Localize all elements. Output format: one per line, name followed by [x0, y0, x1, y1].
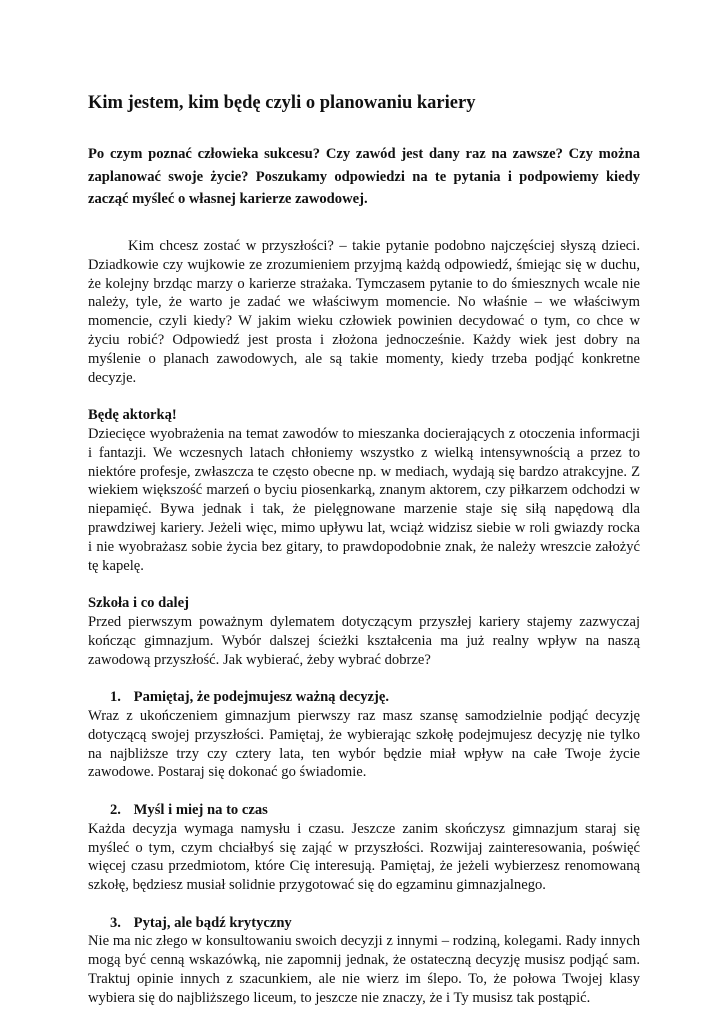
section-text-acting: Dziecięce wyobrażenia na temat zawodów to mieszanka docierających z otoczenia informacji i fantazji. We wczesnych latach chłoniemy wszystko z wielką intensywnością a przez to niektóre profesje, zwłaszcza te często obecne np. w mediach, wydają się bardzo atrakcyjne. Z wiekiem większość marzeń o byciu piosenkarką, znanym aktorem, czy piłkarzem odchodzi w niepamięć. Bywa jednak i tak, że pielęgnowane marzenie staje się siłą napędową dla prawdziwej kariery. Jeżeli więc, mimo upływu lat, wciąż widzisz siebie w roli gwiazdy rocka i nie wyobrażasz sobie życia bez gitary, to prawdopodobnie znak, że należy wreszcie założyć tę kapelę.: [88, 425, 640, 574]
list-item-text: Wraz z ukończeniem gimnazjum pierwszy raz masz szansę samodzielnie podjąć decyzję dotyczącą swojej przyszłości. Pamiętaj, że wybierając szkołę podejmujesz decyzję nie tylko na najbliższe trzy czy cztery lata, ten wybór będzie miał wpływ na całe Twoje życie zawodowe. Postaraj się dokonać go świadomie.: [88, 707, 640, 781]
article-body: [88, 237, 640, 1008]
list-item-heading: 3. Pytaj, ale bądź krytyczny: [110, 914, 292, 931]
list-item-heading: 1. Pamiętaj, że podejmujesz ważną decyzję.: [110, 689, 389, 706]
section-heading-school: Szkoła i co dalej: [88, 595, 189, 612]
document-title: Kim jestem, kim będę czyli o planowaniu kariery: [88, 93, 476, 113]
list-item-text: Każda decyzja wymaga namysłu i czasu. Jeszcze zanim skończysz gimnazjum staraj się myśleć o tym, czym chciałbyś się zająć w przyszłości. Rozwijaj zainteresowania, poświęć więcej czasu przedmiotom, które Cię interesują. Pamiętaj, że jeżeli wybierzesz renomowaną szkołę, będziesz musiał solidnie przygotować się do egzaminu gimnazjalnego.: [88, 820, 640, 894]
list-item-heading: 2. Myśl i miej na to czas: [110, 801, 268, 818]
section-heading-acting: Będę aktorką!: [88, 407, 177, 424]
lead-paragraph: Po czym poznać człowieka sukcesu? Czy zawód jest dany raz na zawsze? Czy można zaplanować swoje życie? Poszukamy odpowiedzi na te pytania i podpowiemy kiedy zacząć myśleć o własnej karierze zawodowej.: [88, 146, 640, 207]
section-text-school: Przed pierwszym poważnym dylematem dotyczącym przyszłej kariery stajemy zazwyczaj kończąc gimnazjum. Wybór dalszej ścieżki kształcenia ma już realny wpływ na naszą zawodową przyszłość. Jak wybierać, żeby wybrać dobrze?: [88, 613, 640, 668]
list-item-text: Nie ma nic złego w konsultowaniu swoich decyzji z innymi – rodziną, kolegami. Rady innych mogą być cenną wskazówką, nie zapomnij jednak, że ostateczną decyzję musisz podjąć sam. Traktuj opinie innych z szacunkiem, ale nie wierz im ślepo. To, że połowa Twojej klasy wybiera się do najbliższego liceum, to jeszcze nie znaczy, że i Ty musisz tak postąpić.: [88, 933, 640, 1006]
intro-paragraph: Kim chcesz zostać w przyszłości? – takie pytanie podobno najczęściej słyszą dzieci. Dziadkowie czy wujkowie ze zrozumieniem przyjmą każdą odpowiedź, śmiejąc się w duchu, że kolejny brzdąc marzy o karierze strażaka. Tymczasem pytanie to do śmiesznych wcale nie należy, tyle, że warto je zadać we właściwym momencie. No właśnie – we właściwym momencie, czyli kiedy? W jakim wieku człowiek powinien decydować o tym, co chce w życiu robić? Odpowiedź jest prosta i złożona jednocześnie. Każdy wiek jest dobry na myślenie o planach zawodowych, ale są takie momenty, kiedy trzeba podjąć konkretne decyzje.: [88, 238, 640, 386]
